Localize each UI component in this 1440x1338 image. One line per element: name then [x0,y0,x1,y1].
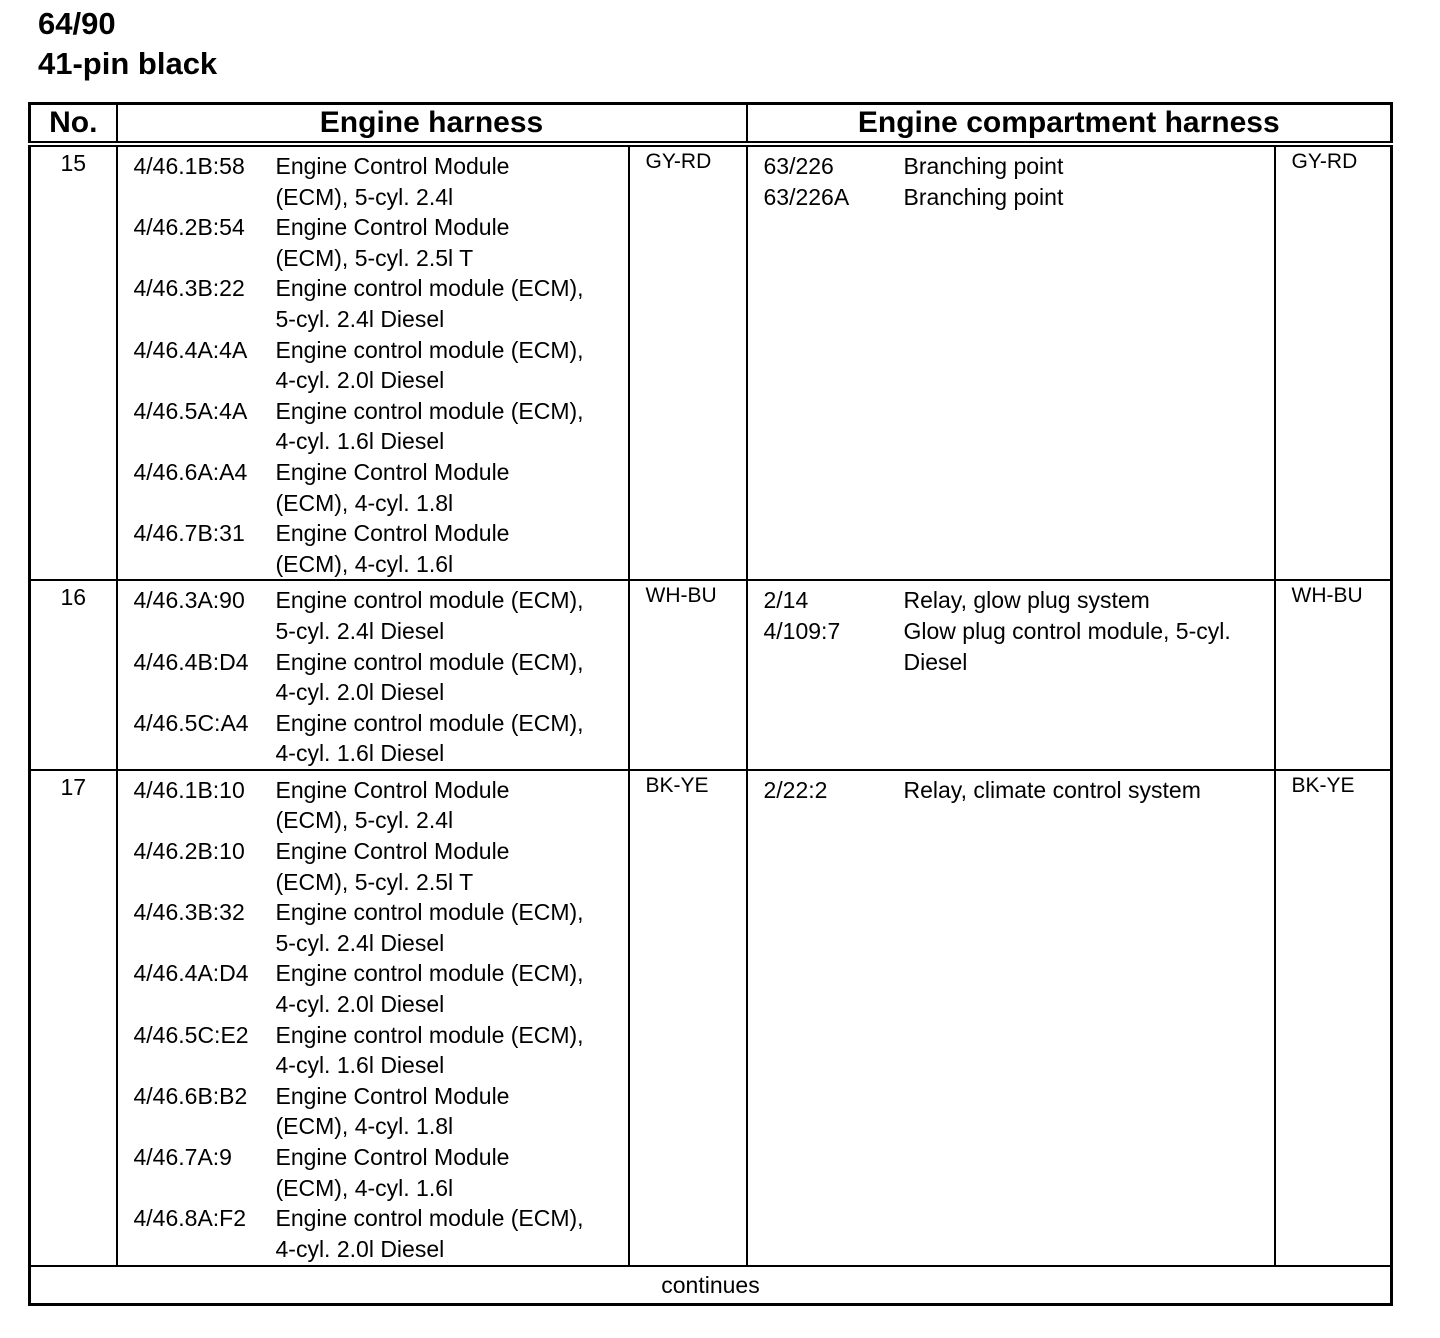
description-line-1: Engine control module (ECM), [275,336,584,363]
engine-harness-entry [118,836,628,897]
component-description [276,836,616,897]
compartment-harness-cell [747,770,1275,1266]
component-description [276,457,616,518]
engine-harness-entry [118,273,628,334]
connector-description: 41-pin black [38,46,218,81]
component-description [276,1203,616,1264]
pin-code: 4/46.5C:A4 [133,709,249,736]
component-description [276,647,616,708]
pin-code: 4/46.7B:31 [133,520,245,547]
pin-code: 4/46.5A:4A [133,397,248,424]
pin-code: 4/46.4A:D4 [133,960,249,987]
pin-code: 4/46.3A:90 [133,587,245,614]
engine-harness-cell [117,144,629,580]
description-line-2: 4-cyl. 1.6l Diesel [275,740,445,767]
description-line-1: Engine control module (ECM), [275,397,584,424]
compartment-harness-entry [748,151,1274,182]
component-description [904,775,1264,806]
component-description [904,585,1264,616]
description-line-2: 5-cyl. 2.4l Diesel [275,617,445,644]
header-no: No. [30,104,117,145]
description-line-1: Branching point [903,183,1064,210]
description-line-2: (ECM), 4-cyl. 1.8l [275,1113,454,1140]
engine-wire-color: BK-YE [629,770,747,1266]
engine-wire-color: WH-BU [629,580,747,770]
engine-harness-entry [118,151,628,212]
table-header-row [30,104,1392,145]
engine-harness-entry [118,647,628,708]
pin-code: 4/46.5C:E2 [133,1021,249,1048]
component-description [276,775,616,836]
pin-code: 4/109:7 [763,617,841,644]
description-line-1: Relay, climate control system [903,776,1201,803]
engine-harness-entry [118,1081,628,1142]
component-description [276,396,616,457]
component-description [904,616,1264,677]
component-description [276,585,616,646]
compartment-wire-color: BK-YE [1275,770,1392,1266]
engine-harness-entry [118,775,628,836]
pin-code: 4/46.7A:9 [133,1144,232,1170]
description-line-1: Engine control module (ECM), [275,1205,584,1232]
engine-harness-entry [118,518,628,579]
table-row [30,770,1392,1266]
engine-harness-entry [118,457,628,518]
compartment-harness-entry [748,585,1274,616]
page-heading [38,4,217,84]
pin-code: 4/46.3B:32 [133,899,245,926]
engine-harness-entry [118,1142,628,1203]
component-description [276,1142,616,1203]
description-line-1: Branching point [903,153,1064,179]
description-line-2: 5-cyl. 2.4l Diesel [275,305,445,332]
connector-id: 64/90 [38,6,116,41]
description-line-1: Relay, glow plug system [903,587,1150,614]
pin-code: 2/14 [763,587,809,614]
component-description [276,151,616,212]
description-line-1: Engine Control Module [275,153,510,179]
component-description [276,897,616,958]
pin-code: 4/46.2B:10 [133,838,245,865]
pin-code: 4/46.1B:10 [133,776,245,803]
connector-pin-table [28,102,1393,1306]
header-compartment-harness: Engine compartment harness [747,104,1392,145]
description-line-1: Engine control module (ECM), [275,960,584,987]
continues-note: continues [30,1266,1392,1305]
pin-code: 4/46.6A:A4 [133,458,248,485]
description-line-2: 4-cyl. 2.0l Diesel [275,367,445,394]
description-line-2: 5-cyl. 2.4l Diesel [275,929,445,956]
component-description [904,182,1264,213]
description-line-1: Glow plug control module, 5-cyl. [903,617,1231,644]
description-line-1: Engine control module (ECM), [275,587,584,614]
engine-harness-entry [118,396,628,457]
engine-harness-entry [118,958,628,1019]
description-line-2: (ECM), 5-cyl. 2.4l [275,807,454,834]
description-line-2: (ECM), 5-cyl. 2.4l [275,183,454,210]
pin-code: 4/46.2B:54 [133,214,245,241]
component-description [276,335,616,396]
pin-code: 4/46.3B:22 [133,275,245,302]
description-line-1: Engine control module (ECM), [275,275,584,302]
description-line-2: (ECM), 4-cyl. 1.6l [275,550,454,577]
pin-number: 16 [30,580,117,770]
engine-harness-entry [118,897,628,958]
description-line-2: 4-cyl. 1.6l Diesel [275,1052,445,1079]
description-line-1: Engine Control Module [275,776,510,803]
description-line-2: (ECM), 4-cyl. 1.8l [275,489,454,516]
table-footer-row [30,1266,1392,1305]
compartment-wire-color: GY-RD [1275,144,1392,580]
pin-code: 4/46.8A:F2 [133,1205,247,1232]
compartment-harness-entry [748,775,1274,806]
description-line-1: Engine Control Module [275,520,510,547]
description-line-1: Engine control module (ECM), [275,648,584,675]
description-line-1: Engine control module (ECM), [275,899,584,926]
description-line-1: Engine Control Module [275,1082,510,1109]
engine-harness-entry [118,1203,628,1264]
component-description [276,212,616,273]
header-engine-harness: Engine harness [117,104,747,145]
description-line-1: Engine Control Module [275,838,510,865]
compartment-wire-color: WH-BU [1275,580,1392,770]
engine-wire-color: GY-RD [629,144,747,580]
engine-harness-entry [118,585,628,646]
table-row [30,580,1392,770]
description-line-1: Engine control module (ECM), [275,1021,584,1048]
description-line-2: (ECM), 4-cyl. 1.6l [275,1174,454,1201]
compartment-harness-entry [748,616,1274,677]
pin-code: 4/46.1B:58 [133,153,245,179]
pin-number: 17 [30,770,117,1266]
pin-code: 2/22:2 [763,776,828,803]
description-line-1: Engine Control Module [275,458,510,485]
compartment-harness-cell [747,144,1275,580]
component-description [276,1081,616,1142]
description-line-1: Engine Control Module [275,214,510,241]
description-line-2: 4-cyl. 2.0l Diesel [275,1235,445,1262]
component-description [904,151,1264,182]
description-line-2: 4-cyl. 2.0l Diesel [275,679,445,706]
component-description [276,273,616,334]
description-line-2: (ECM), 5-cyl. 2.5l T [275,868,474,895]
description-line-2: 4-cyl. 1.6l Diesel [275,428,445,455]
pin-code: 4/46.4B:D4 [133,648,249,675]
description-line-1: Engine control module (ECM), [275,709,584,736]
description-line-2: 4-cyl. 2.0l Diesel [275,991,445,1018]
engine-harness-entry [118,1020,628,1081]
engine-harness-entry [118,708,628,769]
engine-harness-entry [118,212,628,273]
pin-code: 63/226 [763,153,834,179]
description-line-2: (ECM), 5-cyl. 2.5l T [275,244,474,271]
compartment-harness-cell [747,580,1275,770]
pin-number: 15 [30,144,117,580]
engine-harness-cell [117,770,629,1266]
compartment-harness-entry [748,182,1274,213]
pin-code: 4/46.6B:B2 [133,1082,248,1109]
table-row [30,144,1392,580]
pin-code: 63/226A [763,183,850,210]
pin-code: 4/46.4A:4A [133,336,248,363]
component-description [276,708,616,769]
engine-harness-cell [117,580,629,770]
component-description [276,1020,616,1081]
component-description [276,518,616,579]
component-description [276,958,616,1019]
engine-harness-entry [118,335,628,396]
description-line-1: Engine Control Module [275,1144,510,1170]
description-line-2: Diesel [903,648,968,675]
